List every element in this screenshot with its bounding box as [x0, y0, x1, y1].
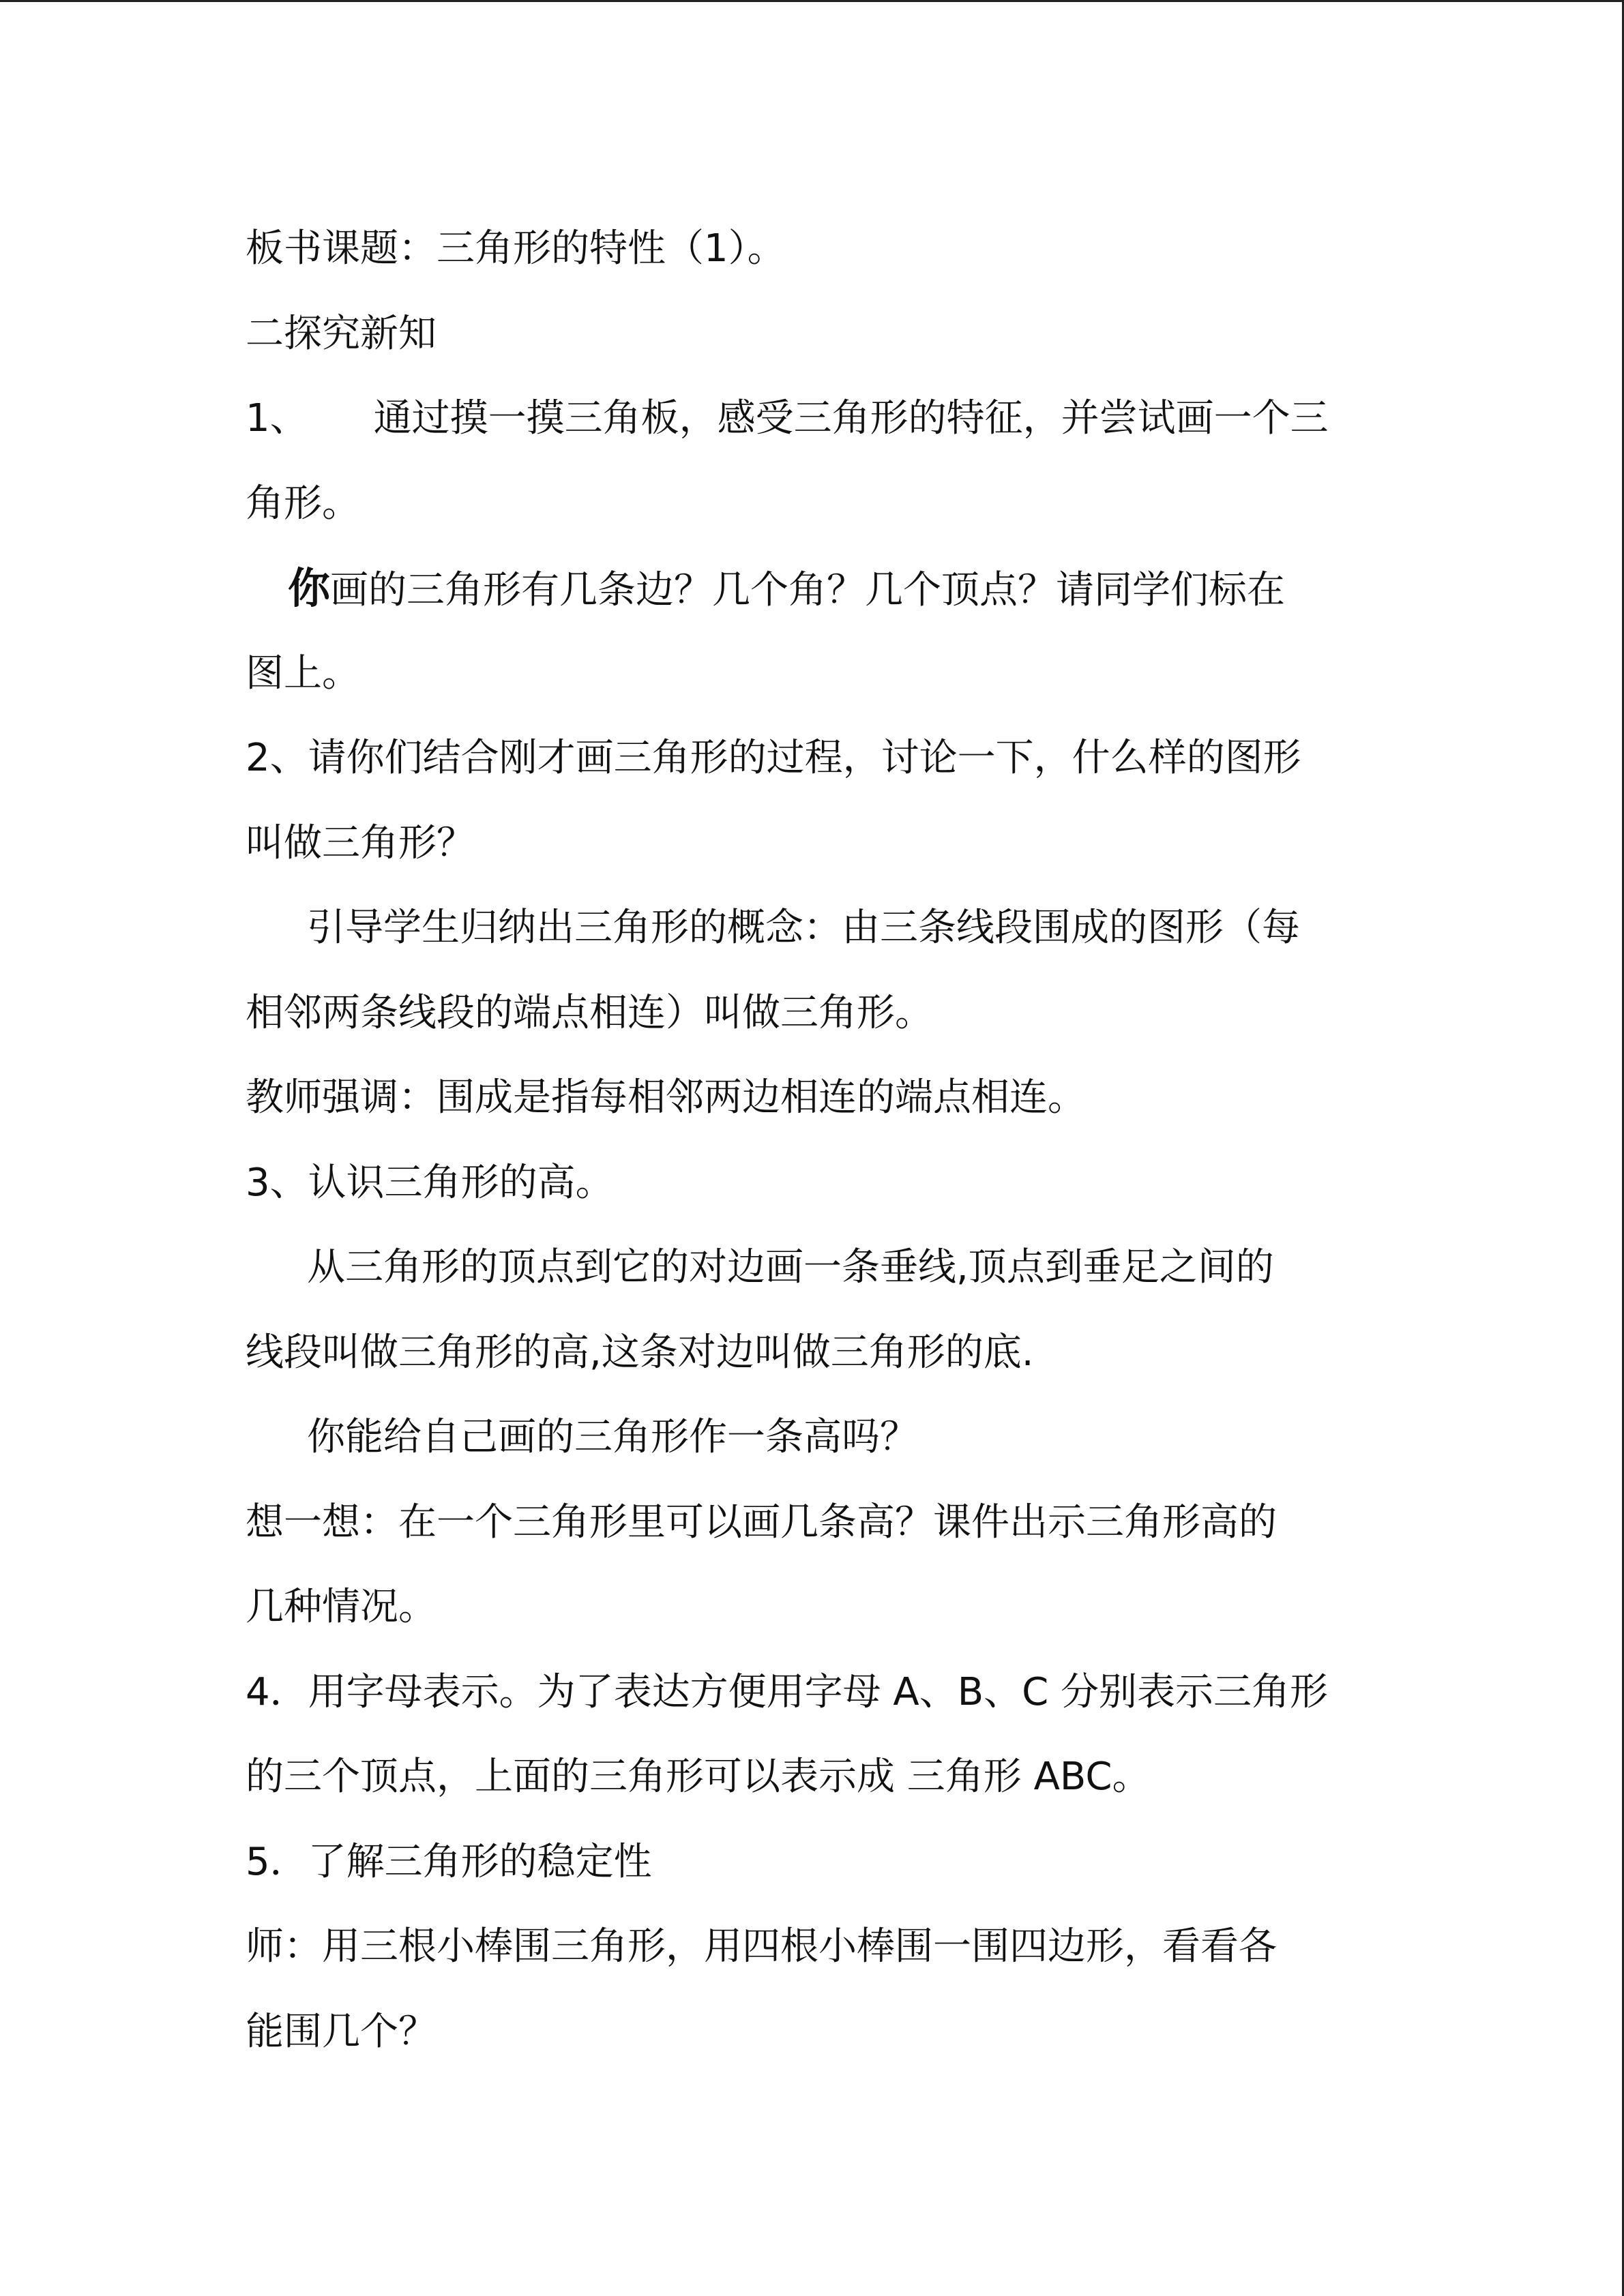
- step-1-line-2: 角形。: [246, 481, 360, 526]
- document-body: [246, 207, 1378, 2074]
- height-definition-line-2: 线段叫做三角形的高,这条对边叫做三角形的底.: [246, 1330, 1034, 1375]
- concept-line-2: 相邻两条线段的端点相连）叫做三角形。: [246, 990, 933, 1035]
- step-4-line-1: 4．用字母表示。为了表达方便用字母 A、B、C 分别表示三角形: [246, 1669, 1329, 1714]
- think-line-2: 几种情况。: [246, 1585, 437, 1629]
- step-1-text: 通过摸一摸三角板，感受三角形的特征，并尝试画一个三: [373, 396, 1329, 441]
- teacher-line-2: 能围几个？: [246, 2009, 437, 2054]
- height-question: 你能给自己画的三角形作一条高吗？: [307, 1415, 918, 1459]
- concept-line-1: 引导学生归纳出三角形的概念：由三条线段围成的图形（每: [307, 906, 1300, 950]
- step-1-number: 1、: [246, 396, 308, 441]
- think-line-1: 想一想：在一个三角形里可以画几条高？课件出示三角形高的: [246, 1500, 1277, 1545]
- step-2-line-2: 叫做三角形？: [246, 820, 475, 865]
- section-heading: 二探究新知: [246, 311, 437, 356]
- height-definition-line-1: 从三角形的顶点到它的对边画一条垂线,顶点到垂足之间的: [307, 1245, 1274, 1289]
- step-2-line-1: 2、请你们结合刚才画三角形的过程，讨论一下，什么样的图形: [246, 736, 1301, 780]
- page-border-top: [0, 0, 1624, 2]
- teacher-emphasis: 教师强调：围成是指每相邻两边相连的端点相连。: [246, 1075, 1086, 1120]
- step-1-line-1: [246, 376, 1378, 462]
- step-3-heading: 3、认识三角形的高。: [246, 1160, 614, 1205]
- teacher-line-1: 师：用三根小棒围三角形，用四根小棒围一围四边形，看看各: [246, 1924, 1277, 1969]
- step-4-line-2: 的三个顶点，上面的三角形可以表示成 三角形 ABC。: [246, 1755, 1151, 1799]
- step-5-heading: 5．了解三角形的稳定性: [246, 1839, 652, 1884]
- question-line-1: [246, 546, 1378, 631]
- board-title-line: 板书课题：三角形的特性（1）。: [246, 226, 786, 271]
- question-text: 画的三角形有几条边？几个角？几个顶点？请同学们标在: [330, 568, 1286, 612]
- question-line-2: 图上。: [246, 651, 360, 696]
- bold-lead-char: 你: [288, 563, 331, 613]
